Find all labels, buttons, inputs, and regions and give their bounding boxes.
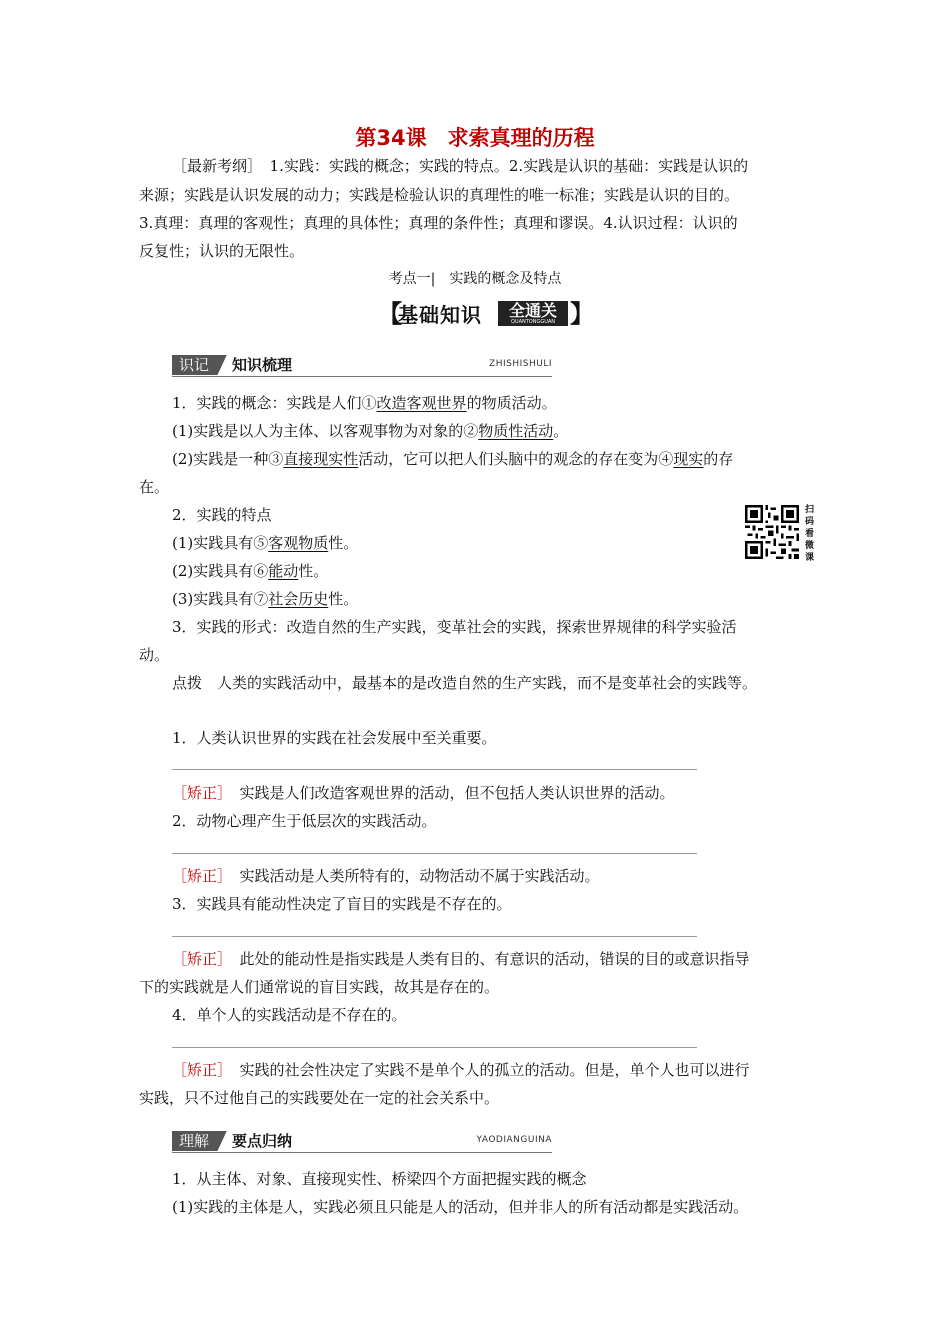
banner-bracket-close: 】 — [570, 300, 594, 328]
section-label: 理解 — [172, 1131, 216, 1151]
section-slash-decoration — [216, 355, 228, 375]
outline-line-2: 来源；实践是认识发展的动力；实践是检验认识的真理性的唯一标准；实践是认识的目的。 — [139, 186, 740, 204]
knowledge-line-8-cont: 动。 — [139, 646, 170, 664]
correction-tag: ［矫正］ — [172, 867, 225, 885]
quiz-correction-3: ［矫正］ 此处的能动性是指实践是人类有目的、有意识的活动，错误的目的或意识指导 — [172, 950, 750, 968]
answer-5: 客观物质 — [268, 534, 329, 552]
answer-4: 现实 — [673, 450, 704, 468]
outline-line-1: ［最新考纲］ 1.实践：实践的概念；实践的特点。2.实践是认识的基础：实践是认识的 — [172, 157, 749, 175]
knowledge-line-3-cont: 在。 — [139, 478, 170, 496]
quiz-question-3: 3．实践具有能动性决定了盲目的实践是不存在的。 — [172, 895, 512, 913]
quiz-question-4: 4．单个人的实践活动是不存在的。 — [172, 1006, 407, 1024]
section-pinyin: ZHISHISHULI — [489, 359, 552, 369]
quiz-question-2: 2．动物心理产生于低层次的实践活动。 — [172, 812, 437, 830]
answer-separator — [172, 853, 697, 854]
answer-separator — [172, 1047, 697, 1048]
knowledge-line-3: (2)实践是一种③直接现实性活动，它可以把人们头脑中的观念的存在变为④现实的存 — [172, 450, 734, 468]
section-label: 识记 — [172, 355, 216, 375]
answer-1: 改造客观世界 — [376, 394, 467, 412]
section-points-header — [172, 1131, 552, 1153]
knowledge-line-4: 2．实践的特点 — [172, 506, 272, 524]
knowledge-tip: 点拨 人类的实践活动中，最基本的是改造自然的生产实践，而不是变革社会的实践等。 — [172, 674, 758, 692]
answer-7: 社会历史 — [268, 590, 329, 608]
section-slash-decoration — [216, 1131, 228, 1151]
answer-3: 直接现实性 — [283, 450, 359, 468]
banner-bracket-open: 【 — [378, 300, 402, 328]
section-underline — [172, 1152, 552, 1153]
quiz-correction-2: ［矫正］ 实践活动是人类所特有的，动物活动不属于实践活动。 — [172, 867, 600, 885]
qr-code-icon[interactable] — [745, 505, 799, 559]
section-banner — [378, 298, 592, 332]
knowledge-line-2: (1)实践是以人为主体、以客观事物为对象的②物质性活动。 — [172, 422, 569, 440]
points-line-2: (1)实践的主体是人，实践必须且只能是人的活动，但并非人的所有活动都是实践活动。 — [172, 1198, 749, 1216]
quiz-correction-1: ［矫正］ 实践是人们改造客观世界的活动，但不包括人类认识世界的活动。 — [172, 784, 675, 802]
correction-tag: ［矫正］ — [172, 1061, 225, 1079]
answer-2: 物质性活动 — [478, 422, 554, 440]
correction-tag: ［矫正］ — [172, 950, 225, 968]
knowledge-line-8: 3．实践的形式：改造自然的生产实践，变革社会的实践，探索世界规律的科学实验活 — [172, 618, 737, 636]
answer-separator — [172, 936, 697, 937]
points-line-1: 1．从主体、对象、直接现实性、桥梁四个方面把握实践的概念 — [172, 1170, 587, 1188]
quiz-correction-3-cont: 下的实践就是人们通常说的盲目实践，故其是存在的。 — [139, 978, 500, 996]
section-name: 要点归纳 — [232, 1132, 293, 1150]
banner-tag: 全通关 QUANTONGGUAN — [498, 301, 568, 326]
section-pinyin: YAODIANGUINA — [476, 1135, 552, 1145]
answer-separator — [172, 769, 697, 770]
qr-caption: 扫码看微课 — [805, 505, 815, 563]
outline-line-3: 3.真理：真理的客观性；真理的具体性；真理的条件性；真理和谬误。4.认识过程：认识的 — [139, 214, 738, 232]
correction-tag: ［矫正］ — [172, 784, 225, 802]
knowledge-line-5: (1)实践具有⑤客观物质性。 — [172, 534, 359, 552]
page-title: 第34课 求索真理的历程 — [355, 126, 595, 150]
section-name: 知识梳理 — [232, 356, 293, 374]
answer-6: 能动 — [268, 562, 299, 580]
knowledge-line-6: (2)实践具有⑥能动性。 — [172, 562, 329, 580]
knowledge-line-1: 1．实践的概念：实践是人们①改造客观世界的物质活动。 — [172, 394, 557, 412]
quiz-correction-4-cont: 实践，只不过他自己的实践要处在一定的社会关系中。 — [139, 1089, 500, 1107]
outline-line-4: 反复性；认识的无限性。 — [139, 242, 305, 260]
section-knowledge-header — [172, 355, 552, 377]
banner-title: 基础知识 — [398, 303, 482, 327]
outline-label: ［最新考纲］ — [172, 157, 255, 175]
topic-heading: 考点一| 实践的概念及特点 — [388, 271, 562, 287]
section-underline — [172, 376, 552, 377]
knowledge-line-7: (3)实践具有⑦社会历史性。 — [172, 590, 359, 608]
quiz-question-1: 1．人类认识世界的实践在社会发展中至关重要。 — [172, 729, 497, 747]
quiz-correction-4: ［矫正］ 实践的社会性决定了实践不是单个人的孤立的活动。但是，单个人也可以进行 — [172, 1061, 750, 1079]
